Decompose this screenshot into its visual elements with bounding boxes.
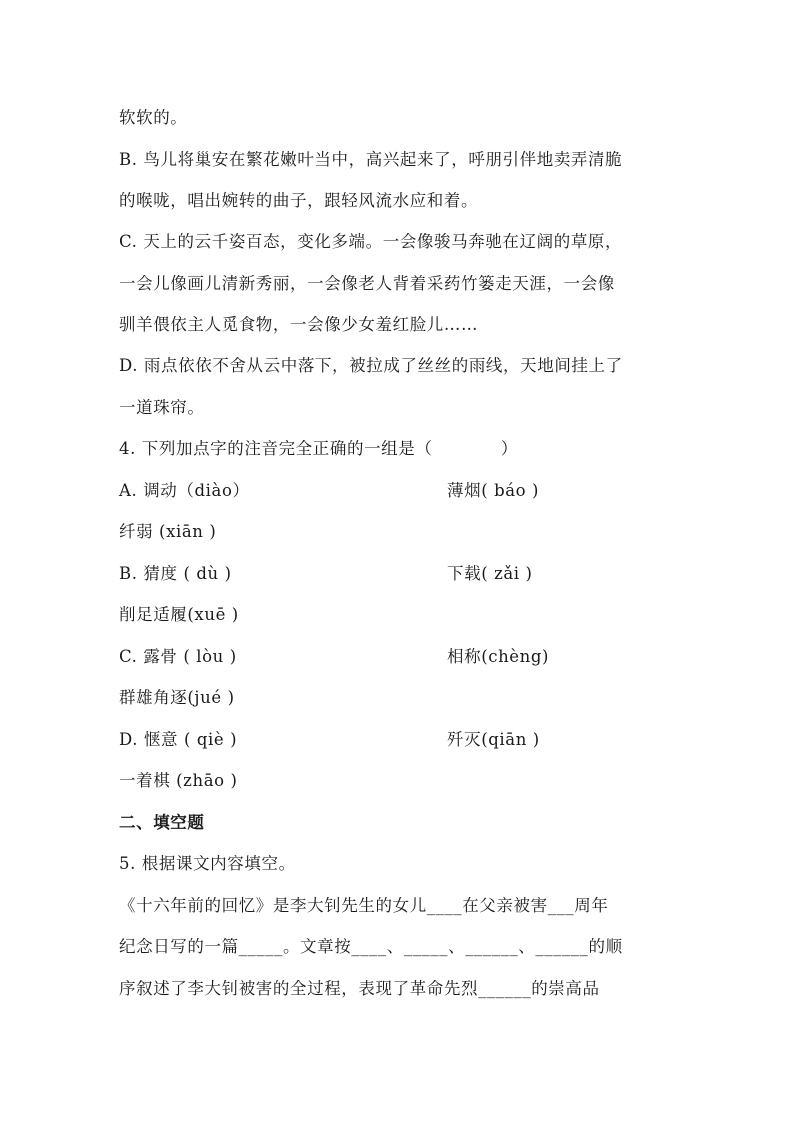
q4-option-c-left: C. 露骨 ( lòu ) [119, 647, 237, 666]
q5-line-1: 《十六年前的回忆》是李大钊先生的女儿____在父亲被害___周年 [119, 896, 609, 915]
option-c-line-2: 一会儿像画儿清新秀丽，一会像老人背着采药竹篓走天涯，一会像 [119, 274, 615, 293]
q4-option-d-right: 歼灭(qiān ) [447, 730, 540, 749]
q4-option-a-right: 薄烟( báo ) [447, 481, 540, 500]
question-5-stem: 5. 根据课文内容填空。 [119, 854, 296, 873]
q5-line-2: 纪念日写的一篇_____。文章按____、_____、______、______的顺 [119, 937, 623, 956]
q4-option-a-next: 纤弱 (xiān ) [119, 522, 217, 541]
option-c-line-3: 驯羊偎依主人觅食物，一会像少女羞红脸儿…… [119, 315, 479, 334]
option-c-line-1: C. 天上的云千姿百态，变化多端。一会像骏马奔驰在辽阔的草原， [119, 232, 623, 251]
option-d-line-2: 一道珠帘。 [119, 398, 205, 417]
q4-option-c-right: 相称(chèng) [447, 647, 550, 666]
option-b-line-2: 的喉咙，唱出婉转的曲子，跟轻风流水应和着。 [119, 191, 479, 210]
q4-option-c-next: 群雄角逐(jué ) [119, 688, 235, 707]
q4-option-d-next: 一着棋 (zhāo ) [119, 771, 238, 790]
text-line: 软软的。 [119, 108, 188, 127]
q4-option-b-right: 下载( zǎi ) [447, 564, 533, 583]
q4-option-b-next: 削足适履(xuē ) [119, 605, 239, 624]
section-heading: 二、填空题 [119, 813, 205, 832]
option-d-line-1: D. 雨点依依不舍从云中落下，被拉成了丝丝的雨线，天地间挂上了 [119, 356, 623, 375]
question-4-stem: 4. 下列加点字的注音完全正确的一组是（ ） [119, 439, 518, 458]
q4-option-b-left: B. 猜度 ( dù ) [119, 564, 232, 583]
q5-line-3: 序叙述了李大钊被害的全过程，表现了革命先烈______的崇高品 [119, 979, 600, 998]
option-b-line-1: B. 鸟儿将巢安在繁花嫩叶当中，高兴起来了，呼朋引伴地卖弄清脆 [119, 150, 623, 169]
q4-option-d-left: D. 惬意 ( qiè ) [119, 730, 238, 749]
q4-option-a-left: A. 调动（diào） [119, 481, 250, 500]
